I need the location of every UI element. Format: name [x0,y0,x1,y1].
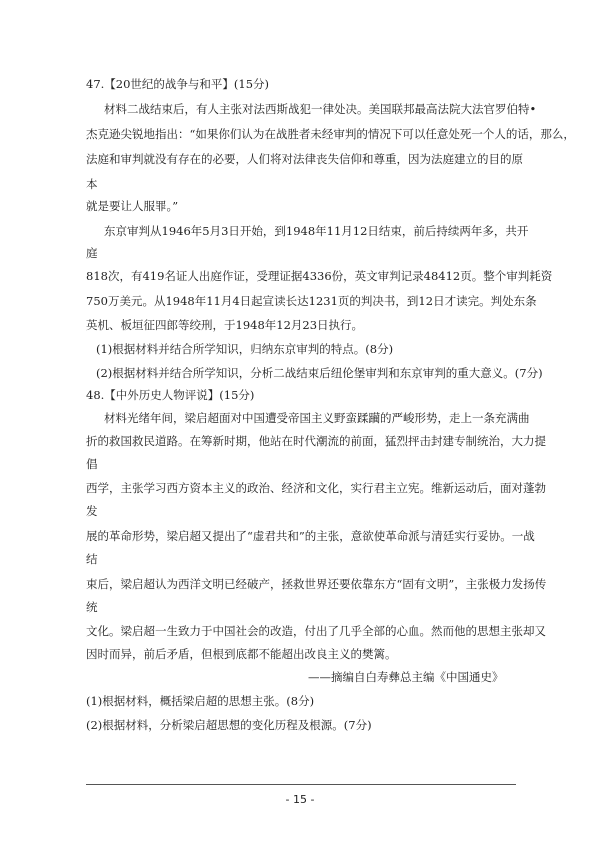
q48-para-line: 折的救国救民道路。在筹新时期，他站在时代潮流的前面，猛烈抨击封建专制统治，大力提 [86,434,546,448]
q47-para2-line: 东京审判从1946年5月3日开始，到1948年11月12日结束，前后持续两年多，共开 [104,224,529,238]
q47-subquestion-2: (2)根据材料并结合所学知识，分析二战结束后纽伦堡审判和东京审判的重大意义。(7分) [96,366,543,380]
q48-title: 48.【中外历史人物评说】(15分) [86,388,255,402]
footer-divider [86,784,516,785]
q48-para-line: 倡 [86,457,98,471]
q48-subquestion-1: (1)根据材料，概括梁启超的思想主张。(8分) [86,694,315,708]
q48-subquestion-2: (2)根据材料，分析梁启超思想的变化历程及根源。(7分) [86,718,372,732]
q47-para1-line: 法庭和审判就没有存在的必要，人们将对法律丧失信仰和尊重，因为法庭建立的目的原 [86,152,523,166]
q47-para1-line: 材料二战结束后，有人主张对法西斯战犯一律处决。美国联邦最高法院大法官罗伯特• [104,102,537,116]
q48-para-line: 展的革命形势，梁启超又提出了“虚君共和”的主张，意欲使革命派与清廷实行妥协。一战 [86,529,535,543]
q47-para1-line: 本 [86,177,98,191]
q47-para1-line: 杰克逊尖锐地指出：“如果你们认为在战胜者未经审判的情况下可以任意处死一个人的话，那么， [86,127,575,141]
q47-para2-line: 庭 [86,246,98,260]
q48-para-line: 发 [86,504,98,518]
q48-para-line: 文化。梁启超一生致力于中国社会的改造，付出了几乎全部的心血。然而他的思想主张却又 [86,624,546,638]
q48-para-line: 材料光绪年间，梁启超面对中国遭受帝国主义野蛮蹂躏的严峻形势，走上一条充满曲 [104,411,530,425]
q47-subquestion-1: (1)根据材料并结合所学知识，归纳东京审判的特点。(8分) [96,342,394,356]
q48-para-line: 因时而异，前后矛盾，但根到底都不能超出改良主义的樊篱。 [86,647,397,661]
q47-title: 47.【20世纪的战争与和平】(15分) [86,77,270,91]
q48-para-line: 束后，梁启超认为西洋文明已经破产，拯救世界还要依靠东方“固有文明”，主张极力发扬传 [86,577,547,591]
q47-para2-line: 英机、板垣征四郎等绞刑，于1948年12月23日执行。 [86,318,364,332]
q48-source: ——摘编自白寿彝总主编《中国通史》 [308,670,504,684]
q48-para-line: 西学，主张学习西方资本主义的政治、经济和文化，实行君主立宪。维新运动后，面对蓬勃 [86,481,546,495]
q47-para2-line: 818次，有419名证人出庭作证，受理证据4336份，英文审判记录48412页。整个审判耗资 [86,269,553,283]
q48-para-line: 结 [86,552,98,566]
q47-para2-line: 750万美元。从1948年11月4日起宣读长达1231页的判决书，到12日才读完。判处东条 [86,294,537,308]
q48-para-line: 统 [86,600,98,614]
page-number: - 15 - [285,793,315,806]
q47-para1-line: 就是要让人服罪。” [86,199,179,213]
